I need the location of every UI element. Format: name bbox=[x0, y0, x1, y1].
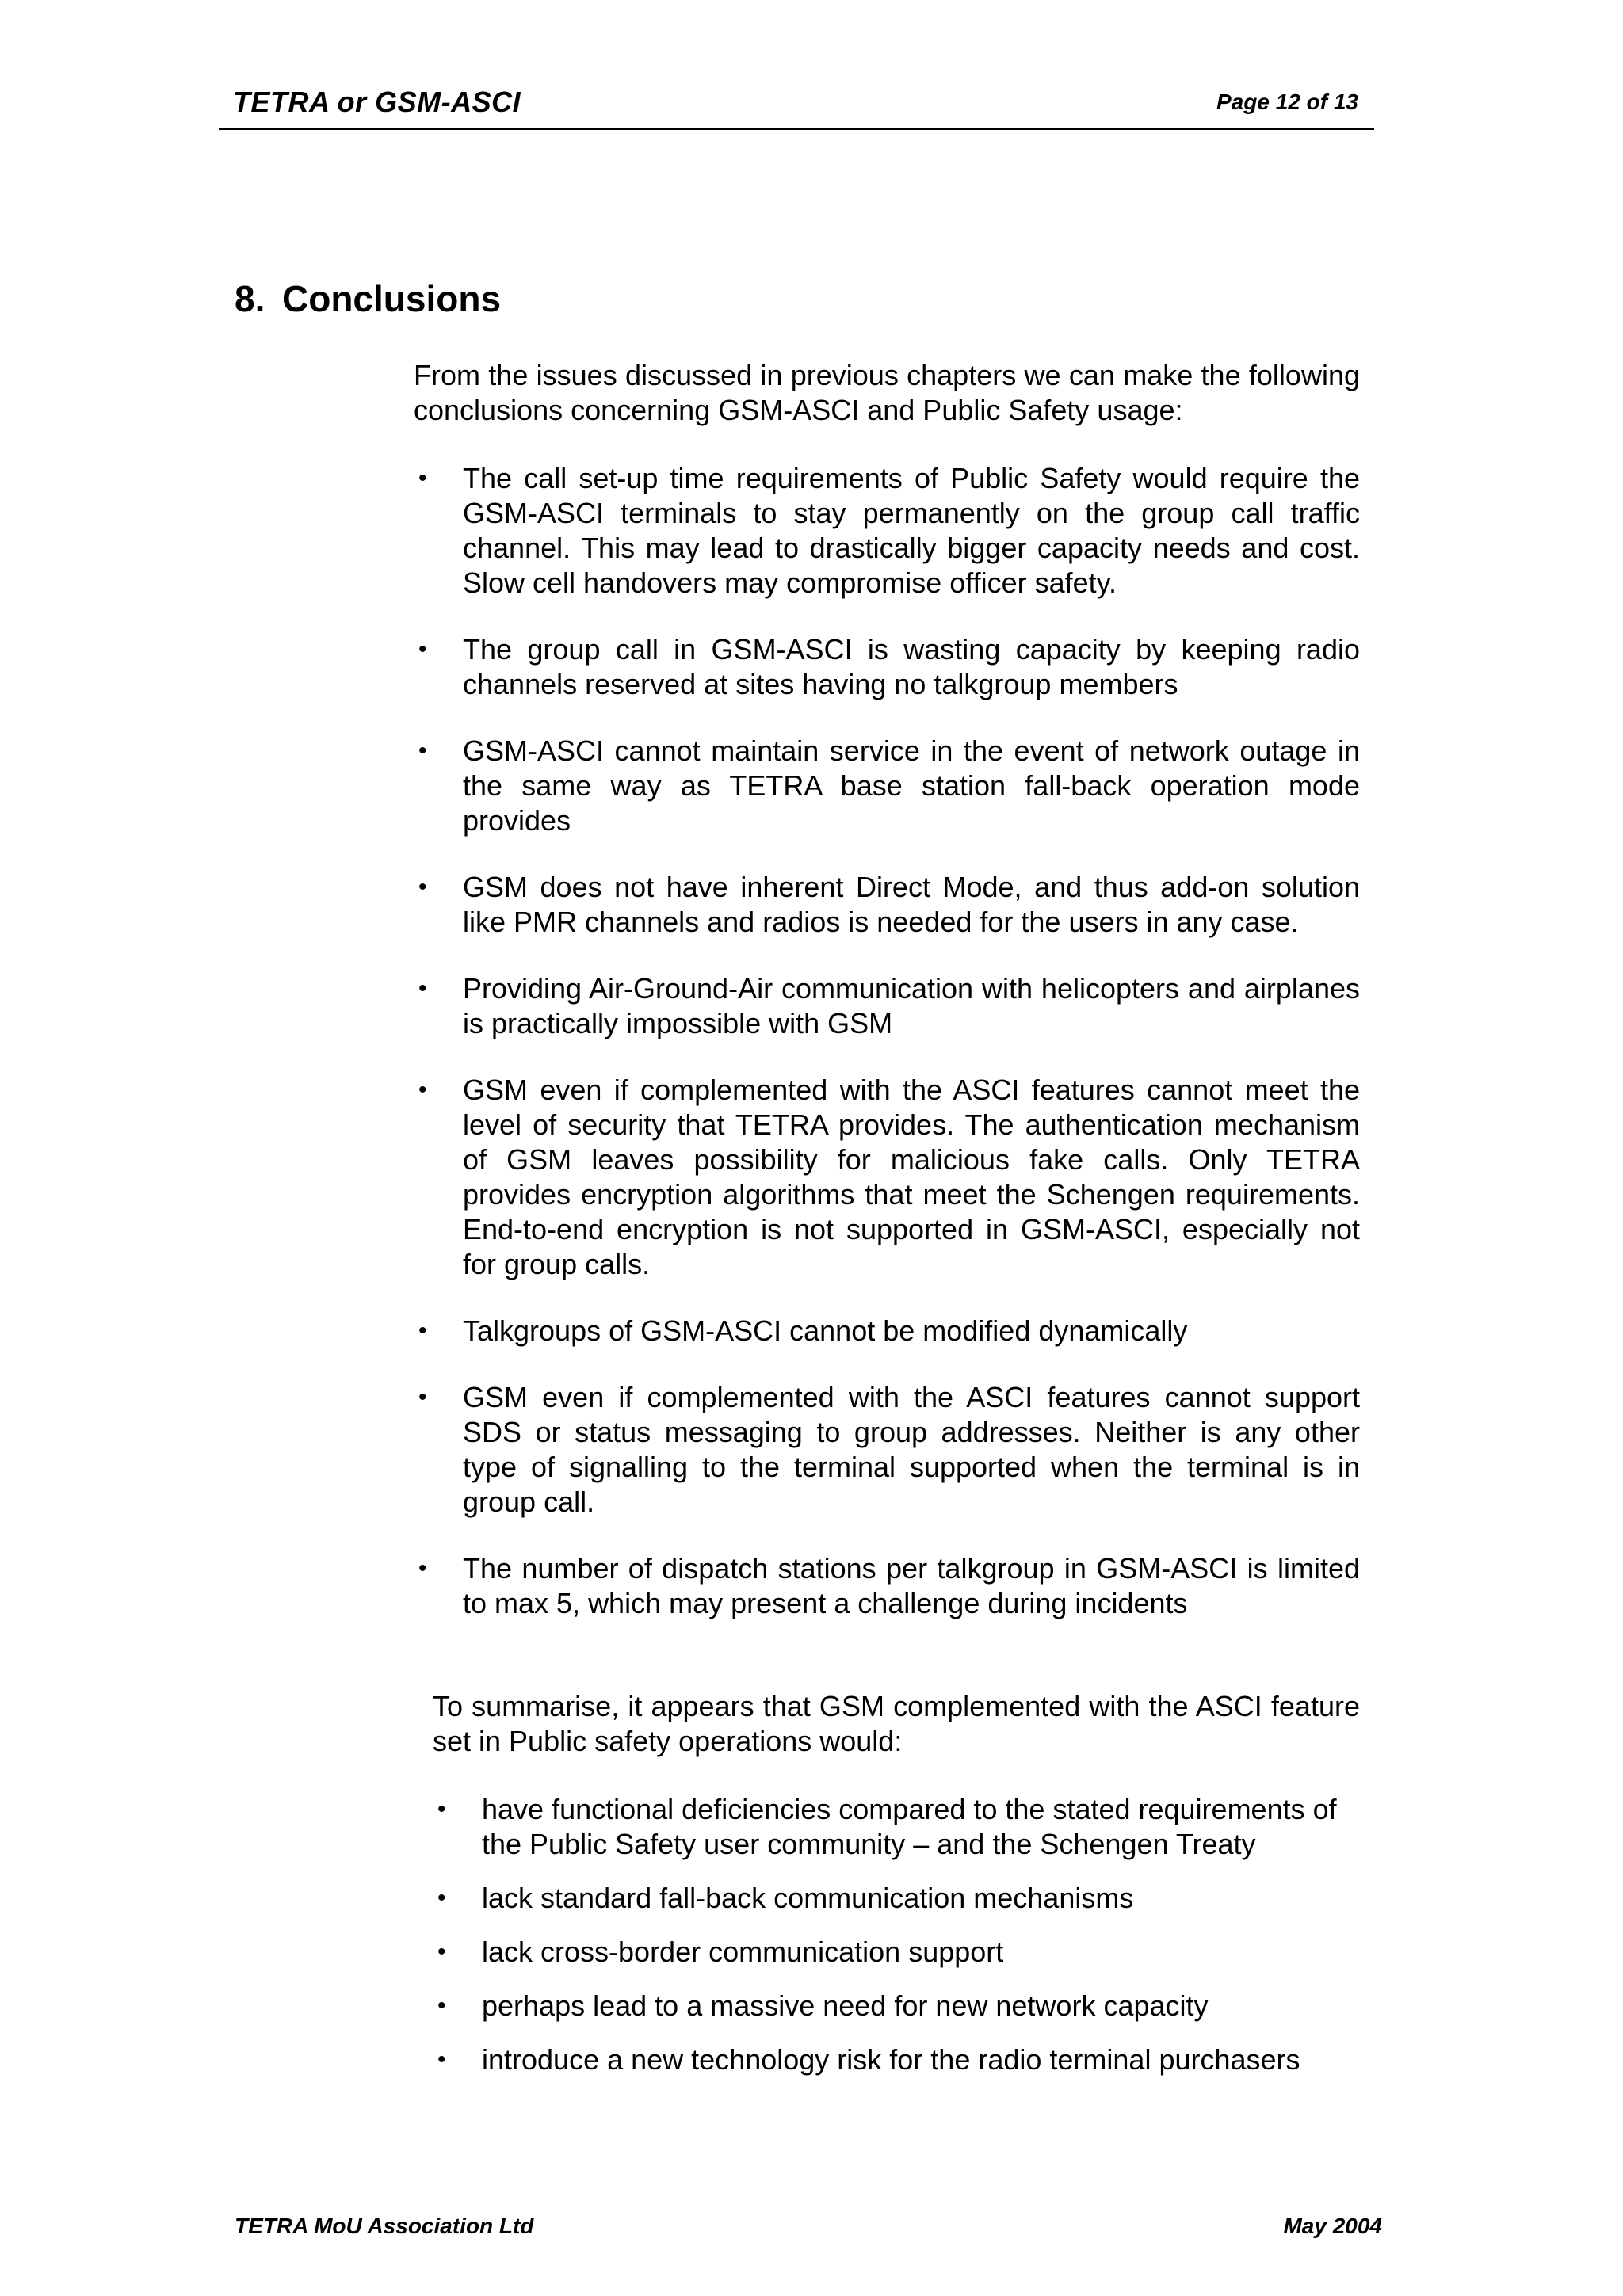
list-item-text: lack standard fall-back communication mechanisms bbox=[482, 1882, 1134, 1914]
list-item-text: The call set-up time requirements of Public Safety would require the GSM-ASCI terminals to stay permanently on the group call traffic channel. This may lead to drastically bigger capacity needs and cost. Slow cell handovers may compromise officer safety. bbox=[463, 462, 1360, 599]
section-heading bbox=[235, 277, 501, 320]
list-item bbox=[414, 1073, 1360, 1282]
summary-paragraph: To summarise, it appears that GSM complemented with the ASCI feature set in Public safety operations would: bbox=[433, 1690, 1360, 1757]
bullet-icon: • bbox=[437, 1885, 446, 1911]
document-title: TETRA or GSM-ASCI bbox=[233, 86, 521, 118]
bullet-icon: • bbox=[418, 975, 427, 1001]
list-item bbox=[414, 1551, 1360, 1621]
bullet-icon: • bbox=[418, 1318, 427, 1344]
page-number: Page 12 of 13 bbox=[1216, 90, 1358, 114]
list-item bbox=[433, 1935, 1360, 1970]
conclusions-list bbox=[414, 461, 1360, 1653]
footer-date: May 2004 bbox=[1283, 2214, 1382, 2238]
list-item-text: GSM does not have inherent Direct Mode, and thus add-on solution like PMR channels and radios is needed for the users in any case. bbox=[463, 871, 1360, 938]
page-header bbox=[219, 79, 1374, 130]
list-item-text: The group call in GSM-ASCI is wasting capacity by keeping radio channels reserved at sites having no talkgroup members bbox=[463, 633, 1360, 700]
list-item-text: perhaps lead to a massive need for new network capacity bbox=[482, 1989, 1209, 2022]
list-item-text: introduce a new technology risk for the radio terminal purchasers bbox=[482, 2043, 1300, 2076]
list-item bbox=[433, 1989, 1360, 2023]
bullet-icon: • bbox=[418, 1384, 427, 1410]
bullet-icon: • bbox=[418, 1555, 427, 1581]
bullet-icon: • bbox=[437, 1939, 446, 1965]
section-number: 8. bbox=[235, 278, 265, 319]
list-item bbox=[414, 632, 1360, 702]
list-item-text: Talkgroups of GSM-ASCI cannot be modified dynamically bbox=[463, 1314, 1188, 1347]
bullet-icon: • bbox=[418, 738, 427, 764]
list-item bbox=[433, 1881, 1360, 1916]
list-item bbox=[414, 971, 1360, 1041]
section-title: Conclusions bbox=[282, 278, 502, 319]
list-item-text: GSM even if complemented with the ASCI features cannot meet the level of security that TETRA provides. The authentication mechanism of GSM leaves possibility for malicious fake calls. Only TETRA provides encryption algorithms that meet the Schengen requirements. End-to-end encryption is not supported in GSM-ASCI, especially not for group calls. bbox=[463, 1074, 1360, 1280]
list-item bbox=[433, 1792, 1360, 1862]
summary-list bbox=[433, 1792, 1360, 2096]
list-item-text: The number of dispatch stations per talkgroup in GSM-ASCI is limited to max 5, which may present a challenge during incidents bbox=[463, 1552, 1360, 1619]
bullet-icon: • bbox=[437, 1993, 446, 2019]
list-item-text: GSM even if complemented with the ASCI features cannot support SDS or status messaging to group addresses. Neither is any other type of signalling to the terminal supported when the terminal is in group call. bbox=[463, 1381, 1360, 1518]
bullet-icon: • bbox=[437, 1796, 446, 1822]
list-item-text: Providing Air-Ground-Air communication with helicopters and airplanes is practically impossible with GSM bbox=[463, 972, 1360, 1039]
list-item-text: have functional deficiencies compared to the stated requirements of the Public Safety user community – and the Schengen Treaty bbox=[482, 1793, 1337, 1860]
list-item bbox=[414, 734, 1360, 838]
bullet-icon: • bbox=[418, 465, 427, 491]
intro-paragraph: From the issues discussed in previous chapters we can make the following conclusions concerning GSM-ASCI and Public Safety usage: bbox=[414, 359, 1360, 426]
list-item bbox=[414, 870, 1360, 940]
bullet-icon: • bbox=[437, 2046, 446, 2073]
list-item bbox=[414, 1380, 1360, 1520]
bullet-icon: • bbox=[418, 1077, 427, 1103]
list-item bbox=[414, 461, 1360, 601]
list-item-text: GSM-ASCI cannot maintain service in the event of network outage in the same way as TETRA base station fall-back operation mode provides bbox=[463, 734, 1360, 837]
list-item-text: lack cross-border communication support bbox=[482, 1936, 1004, 1968]
bullet-icon: • bbox=[418, 636, 427, 662]
list-item bbox=[414, 1314, 1360, 1348]
list-item bbox=[433, 2042, 1360, 2077]
bullet-icon: • bbox=[418, 874, 427, 900]
footer-organization: TETRA MoU Association Ltd bbox=[235, 2214, 534, 2238]
